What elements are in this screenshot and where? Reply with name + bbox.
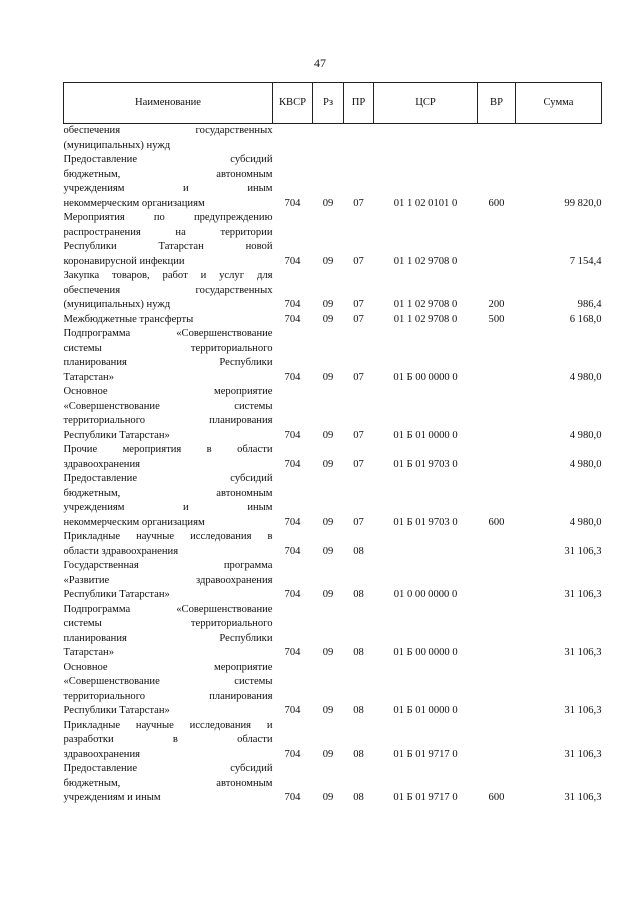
cell-pr — [344, 124, 374, 154]
cell-kvsr: 704 — [284, 647, 301, 658]
cell-name-line: системы территориального — [63, 618, 273, 629]
cell-csr: 01 Б 00 0000 0 — [393, 371, 458, 383]
cell-csr: 01 Б 01 0000 0 — [393, 705, 458, 716]
cell-name — [64, 762, 273, 806]
cell-sum: 6 168,0 — [569, 313, 602, 325]
cell-vr — [478, 211, 516, 269]
cell-sum: 31 106,3 — [564, 748, 602, 760]
table-row — [64, 385, 602, 443]
cell-name — [64, 661, 273, 719]
cell-pr: 07 — [353, 313, 364, 325]
table-row — [64, 661, 602, 719]
cell-kvsr: 704 — [284, 429, 301, 441]
cell-vr: 200 — [488, 299, 505, 310]
cell-rz: 09 — [322, 458, 334, 470]
budget-table — [63, 82, 602, 806]
cell-kvsr: 704 — [284, 589, 301, 600]
cell-name-line: Государственная программа — [63, 560, 273, 571]
cell-name — [64, 153, 273, 211]
cell-name-line: (муниципальных) нужд — [63, 139, 171, 151]
cell-vr: 600 — [488, 792, 505, 803]
cell-name-line: Закупка товаров, работ и услуг для — [63, 270, 273, 281]
cell-name-line: учреждениям и иным — [63, 502, 273, 513]
table-row — [64, 443, 602, 472]
cell-name-line: планирования Республики — [63, 357, 273, 368]
cell-name-line: Подпрограмма «Совершенствование — [63, 328, 273, 339]
cell-vr — [478, 327, 516, 385]
page-number: 47 — [314, 56, 326, 70]
cell-kvsr: 704 — [284, 792, 301, 803]
cell-name — [64, 313, 273, 328]
cell-name — [64, 559, 273, 603]
cell-name-line: учреждениям и иным — [63, 183, 273, 194]
cell-name-line: Республики Татарстан» — [63, 589, 170, 600]
table-row — [64, 211, 602, 269]
cell-rz: 09 — [322, 792, 334, 803]
cell-vr — [478, 603, 516, 661]
cell-name-line: Предоставление субсидий — [63, 763, 273, 774]
cell-vr — [478, 443, 516, 472]
cell-rz: 09 — [322, 545, 334, 557]
cell-kvsr: 704 — [284, 299, 301, 310]
cell-vr: 600 — [488, 516, 505, 528]
cell-sum: 99 820,0 — [564, 197, 602, 209]
table-row — [64, 603, 602, 661]
cell-name-line: Республики Татарстан» — [63, 705, 170, 716]
cell-name-line: Прочие мероприятия в области — [63, 444, 273, 455]
cell-vr — [478, 385, 516, 443]
cell-csr: 01 Б 01 9703 0 — [393, 458, 458, 470]
cell-name — [64, 327, 273, 385]
cell-name-line: некоммерческим организациям — [63, 197, 205, 209]
cell-csr: 01 0 00 0000 0 — [393, 589, 458, 600]
cell-name-line: разработки в области — [63, 734, 273, 745]
cell-pr: 07 — [353, 197, 364, 209]
cell-vr: 500 — [488, 313, 505, 325]
cell-csr — [374, 124, 478, 154]
cell-name-line: бюджетным, автономным — [63, 777, 273, 789]
cell-sum: 31 106,3 — [564, 705, 602, 716]
col-header-vr: ВР — [478, 83, 516, 124]
cell-rz: 09 — [322, 429, 334, 441]
table-row — [64, 530, 602, 559]
cell-name-line: Предоставление субсидий — [63, 473, 273, 484]
table-row — [64, 719, 602, 763]
cell-vr — [478, 559, 516, 603]
cell-vr — [478, 124, 516, 154]
cell-rz: 09 — [322, 255, 334, 267]
cell-name-line: Подпрограмма «Совершенствование — [63, 603, 273, 615]
cell-name-line: Республики Татарстан» — [63, 429, 170, 441]
cell-csr: 01 1 02 9708 0 — [393, 255, 458, 267]
table-row — [64, 124, 602, 154]
cell-name — [64, 603, 273, 661]
col-header-name: Наименование — [64, 83, 273, 124]
cell-kvsr: 704 — [284, 197, 301, 209]
cell-vr — [478, 661, 516, 719]
cell-rz: 09 — [322, 313, 334, 325]
cell-pr: 08 — [353, 748, 364, 760]
cell-name-line: обеспечения государственных — [63, 284, 273, 296]
cell-pr: 08 — [353, 589, 364, 600]
cell-rz: 09 — [322, 647, 334, 658]
cell-rz: 09 — [322, 516, 334, 528]
cell-csr: 01 1 02 9708 0 — [393, 313, 458, 325]
table-row — [64, 472, 602, 530]
cell-name — [64, 530, 273, 559]
cell-csr: 01 Б 01 9717 0 — [393, 792, 458, 803]
cell-name — [64, 385, 273, 443]
cell-kvsr: 704 — [284, 705, 301, 716]
cell-kvsr: 704 — [284, 371, 301, 383]
cell-name-line: здравоохранения — [63, 748, 141, 760]
cell-name-line: области здравоохранения — [63, 545, 179, 557]
cell-rz: 09 — [322, 705, 334, 716]
cell-name-line: Республики Татарстан новой — [63, 241, 273, 252]
cell-sum: 4 980,0 — [569, 429, 602, 441]
cell-kvsr: 704 — [284, 748, 301, 760]
cell-name-line: Основное мероприятие — [63, 661, 273, 673]
table-row — [64, 269, 602, 313]
cell-name — [64, 719, 273, 763]
cell-name-line: Предоставление субсидий — [63, 154, 273, 165]
cell-csr: 01 Б 00 0000 0 — [393, 647, 458, 658]
cell-sum: 31 106,3 — [564, 545, 602, 557]
cell-sum — [516, 124, 602, 154]
cell-pr: 07 — [353, 371, 364, 383]
cell-name-line: бюджетным, автономным — [63, 168, 273, 180]
cell-name — [64, 124, 273, 154]
table-row — [64, 559, 602, 603]
cell-vr — [478, 530, 516, 559]
cell-sum: 986,4 — [577, 299, 602, 310]
cell-sum: 4 980,0 — [569, 516, 602, 528]
cell-name-line: системы территориального — [63, 342, 273, 354]
cell-kvsr: 704 — [284, 516, 301, 528]
cell-name-line: Основное мероприятие — [63, 386, 273, 397]
cell-pr: 07 — [353, 255, 364, 267]
cell-sum: 4 980,0 — [569, 371, 602, 383]
cell-name — [64, 211, 273, 269]
cell-csr: 01 Б 01 9717 0 — [393, 748, 458, 760]
cell-rz: 09 — [322, 299, 334, 310]
cell-sum: 31 106,3 — [564, 647, 602, 658]
cell-name-line: Прикладные научные исследования в — [63, 531, 273, 542]
cell-pr: 08 — [353, 545, 364, 557]
table-row — [64, 327, 602, 385]
cell-csr — [374, 530, 478, 559]
cell-rz: 09 — [322, 589, 334, 600]
cell-name-line: бюджетным, автономным — [63, 487, 273, 499]
cell-name-line: коронавирусной инфекции — [63, 255, 185, 267]
cell-pr: 07 — [353, 299, 364, 310]
cell-name-line: Мероприятия по предупреждению — [63, 212, 273, 223]
cell-csr: 01 Б 01 9703 0 — [393, 516, 458, 528]
table-row — [64, 153, 602, 211]
cell-sum: 31 106,3 — [564, 589, 602, 600]
cell-rz: 09 — [322, 371, 334, 383]
cell-pr: 07 — [353, 516, 364, 528]
cell-rz: 09 — [322, 748, 334, 760]
table-row — [64, 313, 602, 328]
cell-name-line: Прикладные научные исследования и — [63, 719, 273, 731]
cell-kvsr: 704 — [284, 255, 301, 267]
cell-sum: 4 980,0 — [569, 458, 602, 470]
col-header-kvsr: КВСР — [273, 83, 313, 124]
cell-csr: 01 Б 01 0000 0 — [393, 429, 458, 441]
cell-name-line: (муниципальных) нужд — [63, 299, 171, 310]
cell-name-line: некоммерческим организациям — [63, 516, 205, 528]
cell-name-line: распространения на территории — [63, 226, 273, 238]
cell-name-line: здравоохранения — [63, 458, 141, 470]
cell-pr: 07 — [353, 429, 364, 441]
cell-name-line: «Совершенствование системы — [63, 676, 273, 687]
cell-name — [64, 443, 273, 472]
table-row — [64, 762, 602, 806]
cell-name-line: «Развитие здравоохранения — [63, 574, 273, 586]
cell-vr — [478, 719, 516, 763]
col-header-pr: ПР — [344, 83, 374, 124]
cell-name-line: «Совершенствование системы — [63, 400, 273, 412]
cell-name — [64, 472, 273, 530]
cell-rz: 09 — [322, 197, 334, 209]
cell-pr: 08 — [353, 792, 364, 803]
col-header-sum: Сумма — [516, 83, 602, 124]
cell-name-line: территориального планирования — [63, 415, 273, 426]
cell-name-line: территориального планирования — [63, 690, 273, 702]
cell-kvsr: 704 — [284, 545, 301, 557]
cell-pr: 08 — [353, 705, 364, 716]
cell-pr: 08 — [353, 647, 364, 658]
cell-kvsr: 704 — [284, 458, 301, 470]
cell-kvsr: 704 — [284, 313, 301, 325]
cell-sum: 7 154,4 — [569, 255, 602, 267]
cell-csr: 01 1 02 0101 0 — [393, 197, 458, 209]
cell-name-line: планирования Республики — [63, 632, 273, 644]
cell-rz — [313, 124, 344, 154]
cell-sum: 31 106,3 — [564, 792, 602, 803]
cell-name-line: Межбюджетные трансферты — [63, 313, 194, 325]
cell-name-line: Татарстан» — [63, 371, 115, 383]
cell-name-line: учреждениям и иным — [63, 792, 161, 803]
col-header-csr: ЦСР — [374, 83, 478, 124]
cell-name-line: Татарстан» — [63, 647, 115, 658]
cell-pr: 07 — [353, 458, 364, 470]
table-header-row — [64, 83, 602, 124]
cell-name-line: обеспечения государственных — [63, 125, 273, 136]
col-header-rz: Рз — [313, 83, 344, 124]
cell-kvsr — [273, 124, 313, 154]
cell-name — [64, 269, 273, 313]
cell-vr: 600 — [488, 197, 505, 209]
cell-csr: 01 1 02 9708 0 — [393, 299, 458, 310]
